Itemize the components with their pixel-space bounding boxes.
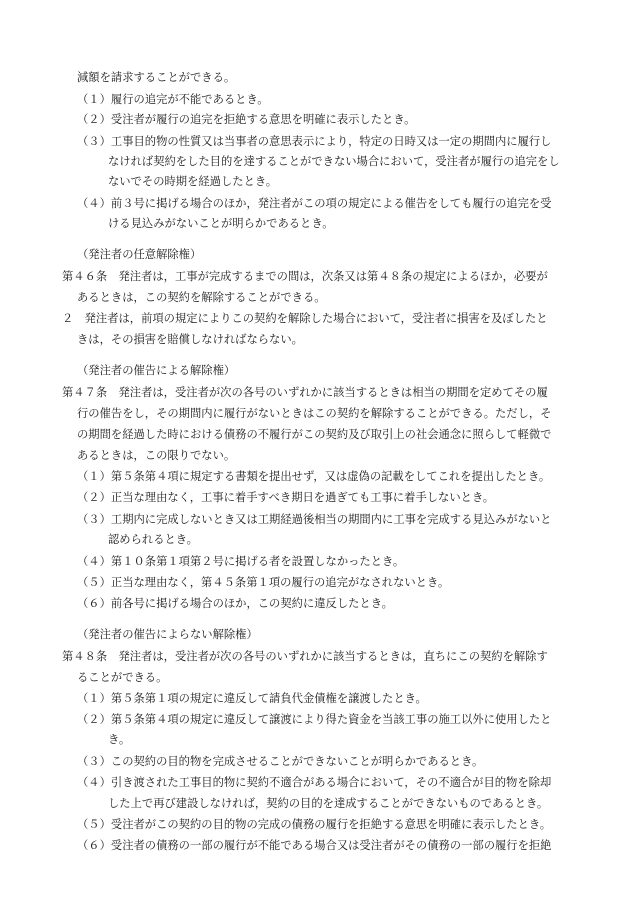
text-line: （４）第１０条第１項第２号に掲げる者を設置しなかったとき。 bbox=[77, 555, 405, 568]
text-line: きは，その損害を賠償しなければならない。 bbox=[77, 333, 303, 346]
text-line: （３）工事目的物の性質又は当事者の意思表示により，特定の日時又は一定の期間内に履行し bbox=[77, 135, 552, 148]
text-line: （発注者の催告による解除権） bbox=[77, 364, 236, 377]
text-line: （３）この契約の目的物を完成させることができないことが明らかであるとき。 bbox=[77, 755, 484, 768]
text-line: （５）受注者がこの契約の目的物の完成の債務の履行を拒絶する意思を明確に表示したとき。 bbox=[77, 818, 552, 831]
text-line: なければ契約をした目的を達することができない場合において，受注者が履行の追完をし bbox=[108, 155, 560, 168]
text-line: （発注者の催告によらない解除権） bbox=[77, 628, 258, 641]
text-line: あるときは，この限りでない。 bbox=[77, 449, 236, 462]
text-line: ないでその時期を経過したとき。 bbox=[108, 175, 278, 188]
text-line: （発注者の任意解除権） bbox=[77, 248, 202, 261]
text-line: （４）前３号に掲げる場合のほか，発注者がこの項の規定による催告をしても履行の追完を受 bbox=[77, 197, 552, 210]
text-line: （３）工期内に完成しないとき又は工期経過後相当の期間内に工事を完成する見込みがないと bbox=[77, 513, 552, 526]
text-line: 認められるとき。 bbox=[108, 533, 198, 546]
text-line: （２）正当な理由なく，工事に着手すべき期日を過ぎても工事に着手しないとき。 bbox=[77, 491, 495, 504]
text-line: （４）引き渡された工事目的物に契約不適合がある場合において，その不適合が目的物を除却 bbox=[77, 776, 552, 789]
text-line: （２）第５条第４項の規定に違反して譲渡により得た資金を当該工事の施工以外に使用したと bbox=[77, 713, 552, 726]
text-line: あるときは，この契約を解除することができる。 bbox=[77, 291, 326, 304]
text-line: 第４８条 発注者は，受注者が次の各号のいずれかに該当するときは，直ちにこの契約を解除す bbox=[62, 650, 548, 663]
text-line: 減額を請求することができる。 bbox=[77, 71, 236, 84]
text-line: （１）第５条第４項に規定する書類を提出せず，又は虚偽の記載をしてこれを提出したとき。 bbox=[77, 470, 551, 483]
text-line: ける見込みがないことが明らかであるとき。 bbox=[108, 217, 334, 230]
text-line: き。 bbox=[108, 733, 131, 746]
text-line: 行の催告をし，その期間内に履行がないときはこの契約を解除することができる。ただし，そ bbox=[77, 407, 552, 420]
text-line: 第４７条 発注者は，受注者が次の各号のいずれかに該当するときは相当の期間を定めてその履 bbox=[62, 386, 548, 399]
text-line: （２）受注者が履行の追完を拒絶する意思を明確に表示したとき。 bbox=[77, 113, 416, 126]
text-line: ２ 発注者は，前項の規定によりこの契約を解除した場合において，受注者に損害を及ぼしたと bbox=[62, 312, 548, 325]
text-line: の期間を経過した時における債務の不履行がこの契約及び取引上の社会通念に照らして軽微で bbox=[77, 428, 552, 441]
text-line: （６）前各号に掲げる場合のほか，この契約に違反したとき。 bbox=[77, 597, 393, 610]
text-line: した上で再び建設しなければ，契約の目的を達成することができないものであるとき。 bbox=[108, 797, 549, 810]
text-line: （１）履行の追完が不能であるとき。 bbox=[77, 93, 269, 106]
text-line: ることができる。 bbox=[77, 671, 168, 684]
text-line: （１）第５条第１項の規定に違反して請負代金債権を譲渡したとき。 bbox=[77, 692, 427, 705]
text-line: （５）正当な理由なく，第４５条第１項の履行の追完がなされないとき。 bbox=[77, 576, 450, 589]
text-line: 第４６条 発注者は，工事が完成するまでの間は，次条又は第４８条の規定によるほか，必要が bbox=[62, 270, 548, 283]
text-line: （６）受注者の債務の一部の履行が不能である場合又は受注者がその債務の一部の履行を拒絶 bbox=[77, 839, 552, 852]
